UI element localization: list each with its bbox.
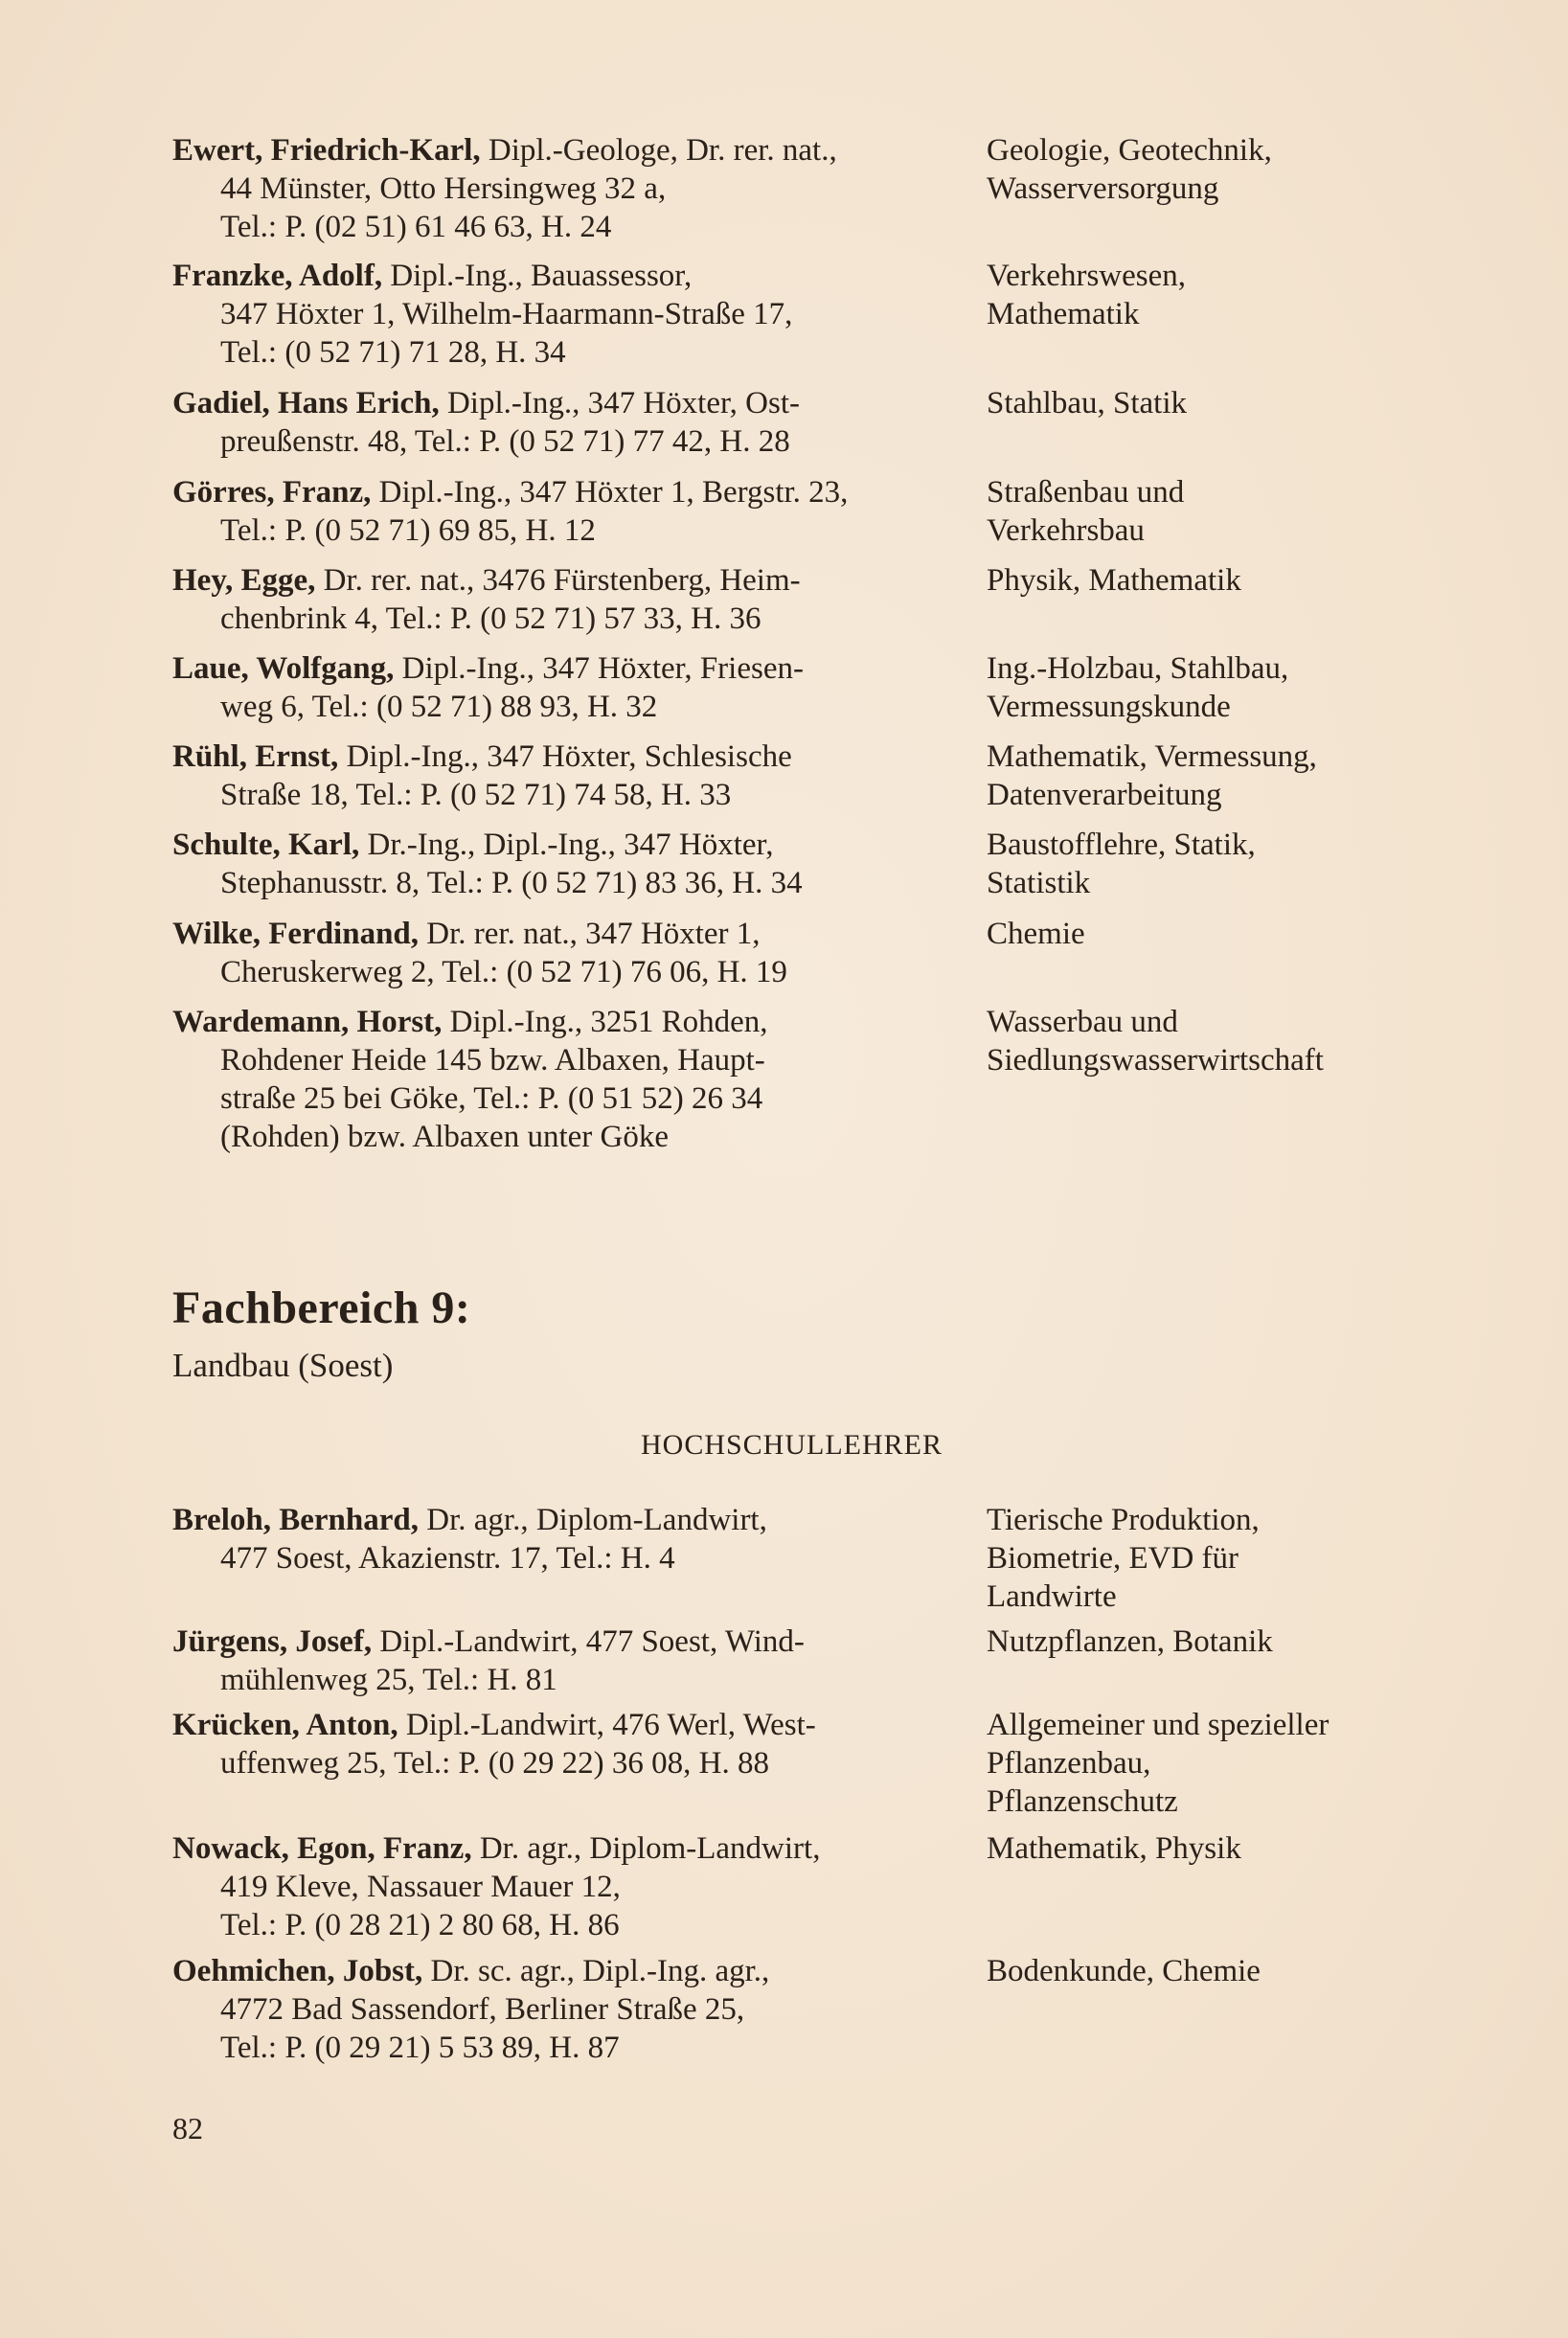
person-details: [172, 1003, 958, 1156]
address-line: Tel.: P. (0 52 71) 69 85, H. 12: [220, 513, 596, 548]
person-name: Franzke, Adolf,: [172, 259, 383, 293]
person-details: [172, 826, 958, 902]
subject-line: Baustofflehre, Statik,: [987, 828, 1256, 862]
address-line: weg 6, Tel.: (0 52 71) 88 93, H. 32: [220, 690, 658, 724]
subject-line: Siedlungswasserwirtschaft: [987, 1043, 1324, 1078]
address-line: preußenstr. 48, Tel.: P. (0 52 71) 77 42, H. 28: [220, 424, 790, 459]
person-title: Dipl.-Ing., 3251 Rohden,: [442, 1005, 768, 1039]
subject-areas: [987, 1706, 1523, 1821]
address-line: Rohdener Heide 145 bzw. Albaxen, Haupt-: [220, 1043, 765, 1078]
address-line: chenbrink 4, Tel.: P. (0 52 71) 57 33, H. 36: [220, 602, 761, 636]
subject-line: Stahlbau, Statik: [987, 386, 1187, 420]
person-title: Dr. agr., Diplom-Landwirt,: [471, 1831, 821, 1866]
subject-areas: [987, 473, 1523, 550]
person-title: Dipl.-Geologe, Dr. rer. nat.,: [480, 133, 837, 168]
subject-line: Chemie: [987, 917, 1085, 951]
person-details: [172, 915, 958, 991]
person-title: Dr.-Ing., Dipl.-Ing., 347 Höxter,: [359, 828, 774, 862]
address-line: Tel.: P. (0 28 21) 2 80 68, H. 86: [220, 1908, 620, 1942]
person-name: Wilke, Ferdinand,: [172, 917, 420, 951]
person-details: [172, 738, 958, 814]
subject-line: Mathematik, Vermessung,: [987, 739, 1317, 774]
person-title: Dipl.-Landwirt, 476 Werl, West-: [398, 1708, 816, 1742]
subject-line: Allgemeiner und spezieller: [987, 1708, 1329, 1742]
person-name: Hey, Egge,: [172, 563, 316, 598]
subject-areas: [987, 1501, 1523, 1616]
person-title: Dr. agr., Diplom-Landwirt,: [419, 1503, 767, 1537]
section-subtitle: Landbau (Soest): [172, 1347, 394, 1384]
subject-areas: [987, 649, 1523, 726]
person-details: [172, 649, 958, 726]
address-line: mühlenweg 25, Tel.: H. 81: [220, 1663, 557, 1697]
section-title: Fachbereich 9:: [172, 1282, 471, 1333]
person-name: Schulte, Karl,: [172, 828, 360, 862]
address-line: Stephanusstr. 8, Tel.: P. (0 52 71) 83 36, H. 34: [220, 866, 803, 900]
person-title: Dipl.-Ing., 347 Höxter 1, Bergstr. 23,: [371, 475, 849, 510]
person-details: [172, 257, 958, 372]
subject-areas: [987, 1003, 1523, 1079]
subject-areas: [987, 1829, 1523, 1868]
subject-line: Nutzpflanzen, Botanik: [987, 1624, 1273, 1659]
person-title: Dipl.-Ing., 347 Höxter, Friesen-: [394, 651, 804, 686]
subject-line: Ing.-Holzbau, Stahlbau,: [987, 651, 1289, 686]
person-details: [172, 1706, 958, 1782]
address-line: straße 25 bei Göke, Tel.: P. (0 51 52) 26 34: [220, 1081, 763, 1116]
person-name: Oehmichen, Jobst,: [172, 1954, 423, 1988]
subject-line: Wasserversorgung: [987, 171, 1219, 206]
person-details: [172, 384, 958, 461]
person-name: Görres, Franz,: [172, 475, 372, 510]
person-title: Dr. sc. agr., Dipl.-Ing. agr.,: [422, 1954, 770, 1988]
subject-line: Physik, Mathematik: [987, 563, 1241, 598]
subject-line: Verkehrsbau: [987, 513, 1145, 548]
person-name: Wardemann, Horst,: [172, 1005, 443, 1039]
address-line: (Rohden) bzw. Albaxen unter Göke: [220, 1120, 669, 1154]
person-title: Dipl.-Ing., 347 Höxter, Schlesische: [338, 739, 792, 774]
address-line: Tel.: P. (02 51) 61 46 63, H. 24: [220, 210, 612, 244]
person-details: [172, 473, 958, 550]
subject-areas: [987, 915, 1523, 953]
person-details: [172, 1952, 958, 2067]
address-line: 347 Höxter 1, Wilhelm-Haarmann-Straße 17,: [220, 297, 793, 331]
subject-line: Statistik: [987, 866, 1091, 900]
subject-line: Geologie, Geotechnik,: [987, 133, 1272, 168]
person-name: Nowack, Egon, Franz,: [172, 1831, 472, 1866]
person-title: Dipl.-Ing., Bauassessor,: [382, 259, 693, 293]
person-title: Dr. rer. nat., 3476 Fürstenberg, Heim-: [315, 563, 801, 598]
subject-line: Mathematik: [987, 297, 1140, 331]
address-line: 419 Kleve, Nassauer Mauer 12,: [220, 1870, 621, 1904]
subject-line: Wasserbau und: [987, 1005, 1178, 1039]
person-title: Dipl.-Ing., 347 Höxter, Ost-: [439, 386, 800, 420]
subject-areas: [987, 1623, 1523, 1661]
person-name: Laue, Wolfgang,: [172, 651, 395, 686]
person-name: Ewert, Friedrich-Karl,: [172, 133, 481, 168]
subject-areas: [987, 561, 1523, 600]
person-details: [172, 1501, 958, 1578]
address-line: Tel.: P. (0 29 21) 5 53 89, H. 87: [220, 2031, 620, 2065]
person-details: [172, 561, 958, 638]
subject-areas: [987, 738, 1523, 814]
address-line: 477 Soest, Akazienstr. 17, Tel.: H. 4: [220, 1541, 675, 1576]
subject-areas: [987, 1952, 1523, 1990]
subject-areas: [987, 257, 1523, 333]
subject-line: Vermessungskunde: [987, 690, 1231, 724]
person-name: Jürgens, Josef,: [172, 1624, 373, 1659]
person-details: [172, 1623, 958, 1699]
subject-line: Landwirte: [987, 1579, 1117, 1614]
person-name: Krücken, Anton,: [172, 1708, 398, 1742]
subheading: HOCHSCHULLEHRER: [640, 1429, 943, 1461]
person-title: Dr. rer. nat., 347 Höxter 1,: [419, 917, 761, 951]
subject-line: Verkehrswesen,: [987, 259, 1187, 293]
address-line: Tel.: (0 52 71) 71 28, H. 34: [220, 335, 566, 370]
subject-line: Pflanzenschutz: [987, 1784, 1178, 1819]
subject-line: Straßenbau und: [987, 475, 1185, 510]
page-number: 82: [172, 2111, 203, 2145]
person-details: [172, 1829, 958, 1944]
person-name: Gadiel, Hans Erich,: [172, 386, 440, 420]
address-line: 44 Münster, Otto Hersingweg 32 a,: [220, 171, 667, 206]
address-line: Cheruskerweg 2, Tel.: (0 52 71) 76 06, H. 19: [220, 955, 787, 989]
subject-areas: [987, 826, 1523, 902]
person-title: Dipl.-Landwirt, 477 Soest, Wind-: [372, 1624, 805, 1659]
address-line: uffenweg 25, Tel.: P. (0 29 22) 36 08, H. 88: [220, 1746, 770, 1781]
subject-line: Bodenkunde, Chemie: [987, 1954, 1261, 1988]
subject-line: Tierische Produktion,: [987, 1503, 1260, 1537]
person-details: [172, 131, 958, 246]
person-name: Breloh, Bernhard,: [172, 1503, 419, 1537]
address-line: Straße 18, Tel.: P. (0 52 71) 74 58, H. 33: [220, 778, 732, 812]
address-line: 4772 Bad Sassendorf, Berliner Straße 25,: [220, 1992, 745, 2027]
subject-areas: [987, 131, 1523, 208]
subject-line: Mathematik, Physik: [987, 1831, 1241, 1866]
person-name: Rühl, Ernst,: [172, 739, 339, 774]
subject-line: Biometrie, EVD für: [987, 1541, 1239, 1576]
subject-line: Datenverarbeitung: [987, 778, 1222, 812]
subject-line: Pflanzenbau,: [987, 1746, 1151, 1781]
subject-areas: [987, 384, 1523, 422]
